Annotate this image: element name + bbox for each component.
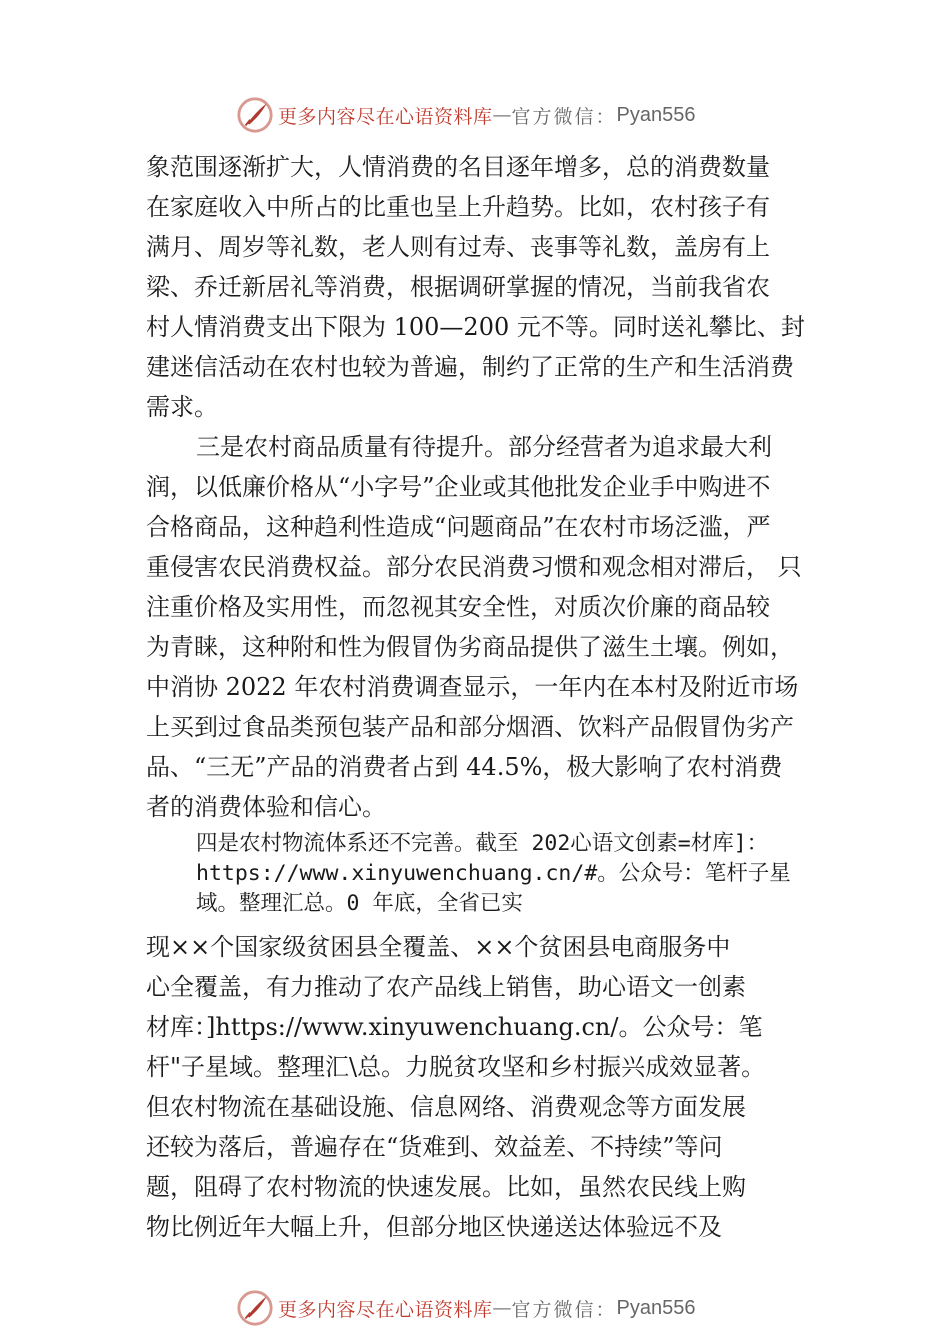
text-line: 满月、周岁等礼数，老人则有过寿、丧事等礼数，盖房有上 — [146, 233, 770, 261]
text-line: 村人情消费支出下限为 100—200 元不等。同时送礼攀比、封 — [146, 313, 805, 341]
banner-title: 更多内容尽在心语资料库 — [278, 1298, 493, 1321]
banner-wechat-id: Pyan556 — [616, 103, 696, 126]
text-line: 重侵害农民消费权益。部分农民消费习惯和观念相对滞后， 只 — [146, 553, 802, 581]
paragraph-4 — [146, 927, 818, 1247]
header-banner — [236, 95, 696, 135]
banner-title: 更多内容尽在心语资料库 — [278, 105, 493, 128]
text-line: 建迷信活动在农村也较为普遍，制约了正常的生产和生活消费 — [146, 353, 794, 381]
text-line: 梁、乔迁新居礼等消费，根据调研掌握的情况，当前我省农 — [146, 273, 770, 301]
quill-logo-icon — [236, 1289, 274, 1327]
quill-logo-icon — [236, 96, 274, 134]
text-line: https://www.xinyuwenchuang.cn/#。公众号：笔杆子星 — [196, 861, 791, 886]
text-line: 润，以低廉价格从“小字号”企业或其他批发企业手中购进不 — [146, 473, 771, 501]
text-line: 题，阻碍了农村物流的快速发展。比如，虽然农民线上购 — [146, 1173, 746, 1201]
text-line: 象范围逐渐扩大，人情消费的名目逐年增多，总的消费数量 — [146, 153, 770, 181]
paragraph-3 — [146, 827, 818, 927]
text-line: 注重价格及实用性，而忽视其安全性，对质次价廉的商品较 — [146, 593, 770, 621]
text-line: 合格商品，这种趋利性造成“问题商品”在农村市场泛滥，严 — [146, 513, 771, 541]
text-line: 需求。 — [146, 393, 218, 421]
paragraph-1 — [146, 147, 818, 427]
text-line: 三是农村商品质量有待提升。部分经营者为追求最大利 — [196, 433, 772, 461]
paragraph-2 — [146, 427, 818, 827]
text-line: 还较为落后，普遍存在“货难到、效益差、不持续”等问 — [146, 1133, 723, 1161]
banner-wechat-label: 官方微信： — [511, 105, 617, 128]
text-line: 品、“三无”产品的消费者占到 44.5%，极大影响了农村消费 — [146, 753, 783, 781]
text-line: 心全覆盖，有力推动了农产品线上销售，助心语文一创素 — [146, 973, 746, 1001]
text-line: 在家庭收入中所占的比重也呈上升趋势。比如，农村孩子有 — [146, 193, 770, 221]
text-line: 材库：]https://www.xinyuwenchuang.cn/。公众号：笔 — [146, 1013, 763, 1041]
text-line: 上买到过食品类预包装产品和部分烟酒、饮料产品假冒伪劣产 — [146, 713, 794, 741]
footer-banner — [236, 1288, 696, 1328]
banner-wechat-label: 官方微信： — [511, 1298, 617, 1321]
text-line: 为青睐，这种附和性为假冒伪劣商品提供了滋生土壤。例如， — [146, 633, 794, 661]
banner-wechat-id: Pyan556 — [616, 1296, 696, 1319]
text-line: 物比例近年大幅上升，但部分地区快递送达体验远不及 — [146, 1213, 722, 1241]
text-line: 域。整理汇总。0 年底，全省已实 — [196, 891, 523, 916]
text-line: 者的消费体验和信心。 — [146, 793, 386, 821]
banner-dash: — — [492, 1297, 512, 1319]
text-line: 杆"子星域。整理汇\总。力脱贫攻坚和乡村振兴成效显著。 — [146, 1053, 766, 1081]
text-line: 四是农村物流体系还不完善。截至 202心语文创素=材库]： — [196, 831, 769, 856]
text-line: 中消协 2022 年农村消费调查显示，一年内在本村及附近市场 — [146, 673, 799, 701]
document-body — [146, 147, 818, 1247]
text-line: 现××个国家级贫困县全覆盖、××个贫困县电商服务中 — [146, 933, 731, 961]
banner-dash: — — [492, 104, 512, 126]
text-line: 但农村物流在基础设施、信息网络、消费观念等方面发展 — [146, 1093, 746, 1121]
